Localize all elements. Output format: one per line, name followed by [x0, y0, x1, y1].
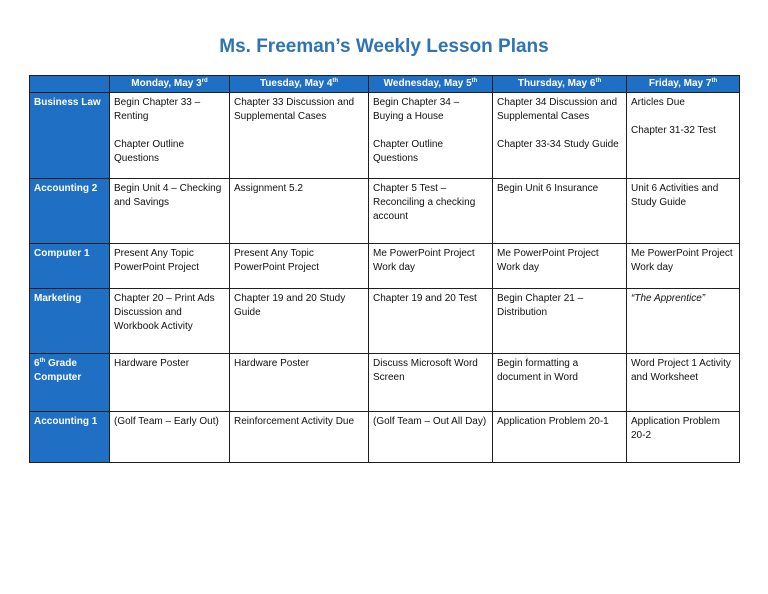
plan-cell [627, 244, 740, 289]
plan-cell [110, 354, 230, 412]
cell-spacer [631, 110, 735, 124]
subject-name: Grade Computer [34, 358, 82, 383]
plan-cell [110, 412, 230, 463]
cell-text: Chapter 33-34 Study Guide [497, 139, 619, 150]
subject-name: Accounting 1 [34, 416, 98, 427]
subject-name: Accounting 2 [34, 183, 98, 194]
cell-text: Chapter 19 and 20 Study Guide [234, 293, 346, 318]
lesson-plan-table [29, 75, 740, 463]
table-row [30, 244, 740, 289]
subject-label [30, 289, 110, 354]
plan-cell [110, 93, 230, 179]
plan-cell [627, 354, 740, 412]
cell-text: “The Apprentice” [631, 293, 706, 304]
subject-prefix: 6 [34, 358, 40, 369]
plan-cell [493, 244, 627, 289]
day-header-monday: Monday, May 3rd [110, 76, 230, 93]
cell-text: Chapter 34 Discussion and Supplemental Cases [497, 97, 618, 122]
table-row [30, 289, 740, 354]
cell-text: Unit 6 Activities and Study Guide [631, 183, 719, 208]
plan-cell [230, 354, 369, 412]
plan-cell [230, 179, 369, 244]
day-header-thursday: Thursday, May 6th [493, 76, 627, 93]
cell-text: Present Any Topic PowerPoint Project [114, 248, 200, 273]
cell-text: Assignment 5.2 [234, 183, 303, 194]
plan-cell [493, 354, 627, 412]
cell-text: Word Project 1 Activity and Worksheet [631, 358, 731, 383]
cell-text: Me PowerPoint Project Work day [631, 248, 733, 273]
cell-text: Begin Unit 6 Insurance [497, 183, 599, 194]
plan-cell [627, 179, 740, 244]
subject-label [30, 354, 110, 412]
plan-cell [369, 179, 493, 244]
plan-cell [230, 412, 369, 463]
day-header-wednesday: Wednesday, May 5th [369, 76, 493, 93]
cell-spacer [114, 124, 225, 138]
cell-text: Application Problem 20-1 [497, 416, 609, 427]
plan-cell [369, 412, 493, 463]
plan-cell [110, 244, 230, 289]
plan-cell [369, 93, 493, 179]
day-header-tuesday: Tuesday, May 4th [230, 76, 369, 93]
day-header-friday: Friday, May 7th [627, 76, 740, 93]
cell-text: Hardware Poster [234, 358, 310, 369]
cell-text: (Golf Team – Out All Day) [373, 416, 487, 427]
table-row [30, 354, 740, 412]
cell-text: Begin Chapter 34 – Buying a House [373, 97, 460, 122]
subject-label [30, 93, 110, 179]
subject-name: Computer 1 [34, 248, 90, 259]
subject-name: Business Law [34, 97, 101, 108]
subject-superscript: th [39, 358, 46, 364]
plan-cell [230, 244, 369, 289]
cell-spacer [373, 124, 488, 138]
cell-text: Discuss Microsoft Word Screen [373, 358, 478, 383]
subject-name: Marketing [34, 293, 82, 304]
plan-cell [369, 244, 493, 289]
cell-text: Hardware Poster [114, 358, 190, 369]
cell-text: Reinforcement Activity Due [234, 416, 355, 427]
cell-text: Present Any Topic PowerPoint Project [234, 248, 320, 273]
cell-text: Application Problem 20-2 [631, 416, 720, 441]
cell-text: Begin Unit 4 – Checking and Savings [114, 183, 222, 208]
subject-label [30, 412, 110, 463]
subject-label [30, 179, 110, 244]
corner-cell [30, 76, 110, 93]
cell-text: Me PowerPoint Project Work day [497, 248, 599, 273]
cell-text: Chapter Outline Questions [114, 139, 185, 164]
cell-text: Chapter 20 – Print Ads Discussion and Workbook Activity [114, 293, 215, 332]
plan-cell [230, 289, 369, 354]
plan-cell [493, 179, 627, 244]
cell-text: Chapter 19 and 20 Test [373, 293, 477, 304]
plan-cell [369, 354, 493, 412]
plan-cell [627, 412, 740, 463]
cell-spacer [497, 124, 622, 138]
cell-text: Me PowerPoint Project Work day [373, 248, 475, 273]
page-title: Ms. Freeman’s Weekly Lesson Plans [219, 36, 549, 57]
plan-cell [627, 93, 740, 179]
cell-text: Begin Chapter 21 – Distribution [497, 293, 584, 318]
subject-label [30, 244, 110, 289]
plan-cell [369, 289, 493, 354]
cell-text: Begin Chapter 33 – Renting [114, 97, 201, 122]
plan-cell [230, 93, 369, 179]
cell-text: Chapter Outline Questions [373, 139, 444, 164]
plan-cell [110, 179, 230, 244]
cell-text: Begin formatting a document in Word [497, 358, 579, 383]
header-row [30, 76, 740, 93]
plan-cell [493, 289, 627, 354]
table-row [30, 412, 740, 463]
cell-text: Chapter 31-32 Test [631, 125, 716, 136]
cell-text: Articles Due [631, 97, 685, 108]
cell-text: Chapter 33 Discussion and Supplemental Cases [234, 97, 355, 122]
table-row [30, 93, 740, 179]
table-row [30, 179, 740, 244]
cell-text: (Golf Team – Early Out) [114, 416, 219, 427]
plan-cell [110, 289, 230, 354]
plan-cell [493, 93, 627, 179]
plan-cell [627, 289, 740, 354]
cell-text: Chapter 5 Test – Reconciling a checking account [373, 183, 476, 222]
plan-cell [493, 412, 627, 463]
